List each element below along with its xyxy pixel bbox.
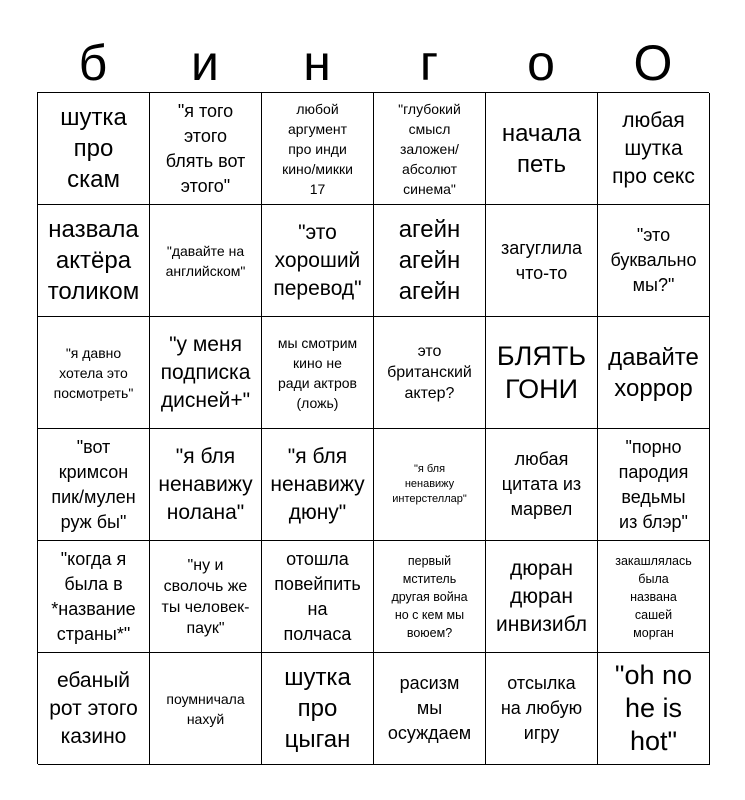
cell-text: это британский актер? [387, 343, 472, 402]
cell-text: "вот кримсон пик/мулен руж бы" [51, 436, 136, 532]
cell-text: БЛЯТЬ ГОНИ [496, 340, 587, 404]
cell-text: отошла повейпить на полчаса [274, 548, 361, 644]
cell-text: "я давно хотела это посмотреть" [53, 344, 134, 401]
header-letter-1: б [78, 35, 108, 91]
bingo-cell[interactable] [150, 205, 262, 317]
bingo-cell[interactable] [486, 653, 598, 765]
cell-text: загуглила что-то [500, 237, 583, 283]
cell-text: мы смотрим кино не ради актров (ложь) [277, 334, 358, 411]
bingo-cell[interactable] [262, 317, 374, 429]
bingo-cell[interactable] [374, 653, 486, 765]
cell-text: "oh no he is hot" [614, 660, 693, 756]
cell-text: "я бля ненавижу дюну" [270, 444, 365, 524]
cell-text: "я бля ненавижу нолана" [158, 444, 253, 524]
bingo-cell[interactable] [486, 93, 598, 205]
bingo-cell[interactable] [486, 205, 598, 317]
header-letter-3: н [303, 35, 331, 91]
cell-text: шутка про скам [60, 104, 127, 193]
bingo-cell[interactable] [150, 429, 262, 541]
header-letter-6: O [633, 35, 673, 91]
cell-text: первый мститель другая война но с кем мы воюем? [391, 553, 468, 640]
cell-text: любой аргумент про инди кино/микки 17 [282, 100, 353, 197]
bingo-grid [37, 92, 709, 764]
bingo-cell[interactable] [150, 653, 262, 765]
cell-text: шутка про цыган [284, 664, 351, 753]
cell-text: "глубокий смысл заложен/ абсолют синема" [398, 100, 461, 197]
header-letter-4: г [419, 35, 439, 91]
cell-text: дюран дюран инвизибл [496, 556, 587, 636]
bingo-cell[interactable] [262, 93, 374, 205]
bingo-cell[interactable] [598, 653, 710, 765]
cell-text: давайте хоррор [608, 343, 699, 402]
cell-text: "давайте на английском" [165, 242, 246, 279]
bingo-cell[interactable] [38, 317, 150, 429]
bingo-cell[interactable] [38, 205, 150, 317]
bingo-cell[interactable] [486, 429, 598, 541]
bingo-cell[interactable] [262, 541, 374, 653]
bingo-header [37, 34, 709, 92]
bingo-cell[interactable] [374, 429, 486, 541]
bingo-cell[interactable] [262, 429, 374, 541]
header-letter-5: о [527, 35, 555, 91]
bingo-cell[interactable] [150, 93, 262, 205]
bingo-cell[interactable] [374, 317, 486, 429]
cell-text: расизм мы осуждаем [387, 673, 472, 743]
cell-text: начала петь [501, 119, 582, 178]
cell-text: закашлялась была названа сашей морган [615, 553, 692, 640]
cell-text: "это хороший перевод" [273, 220, 362, 300]
bingo-cell[interactable] [262, 653, 374, 765]
bingo-cell[interactable] [486, 317, 598, 429]
cell-text: назвала актёра толиком [47, 216, 140, 305]
cell-text: "ну и сволочь же ты человек- паук" [161, 556, 250, 637]
header-letter-2: и [191, 35, 219, 91]
cell-text: "когда я была в *название страны*" [51, 548, 136, 644]
bingo-cell[interactable] [598, 429, 710, 541]
bingo-cell[interactable] [38, 429, 150, 541]
bingo-cell[interactable] [38, 541, 150, 653]
cell-text: "у меня подписка дисней+" [160, 332, 251, 412]
bingo-cell[interactable] [374, 541, 486, 653]
bingo-cell[interactable] [374, 205, 486, 317]
cell-text: отсылка на любую игру [500, 673, 583, 743]
cell-text: ебаный рот этого казино [49, 668, 138, 748]
cell-text: любая шутка про секс [612, 108, 695, 188]
bingo-cell[interactable] [374, 93, 486, 205]
bingo-cell[interactable] [150, 317, 262, 429]
cell-text: "я бля ненавижу интерстеллар" [392, 463, 467, 505]
bingo-cell[interactable] [598, 205, 710, 317]
bingo-cell[interactable] [150, 541, 262, 653]
bingo-cell[interactable] [38, 93, 150, 205]
bingo-cell[interactable] [486, 541, 598, 653]
cell-text: любая цитата из марвел [501, 449, 582, 519]
cell-text: поумничала нахуй [166, 690, 245, 727]
bingo-cell[interactable] [598, 317, 710, 429]
cell-text: агейн агейн агейн [398, 216, 461, 305]
bingo-cell[interactable] [38, 653, 150, 765]
bingo-cell[interactable] [262, 205, 374, 317]
cell-text: "я того этого блять вот этого" [165, 100, 246, 196]
bingo-cell[interactable] [598, 93, 710, 205]
bingo-cell[interactable] [598, 541, 710, 653]
cell-text: "порно пародия ведьмы из блэр" [618, 436, 689, 532]
cell-text: "это буквально мы?" [610, 225, 697, 295]
